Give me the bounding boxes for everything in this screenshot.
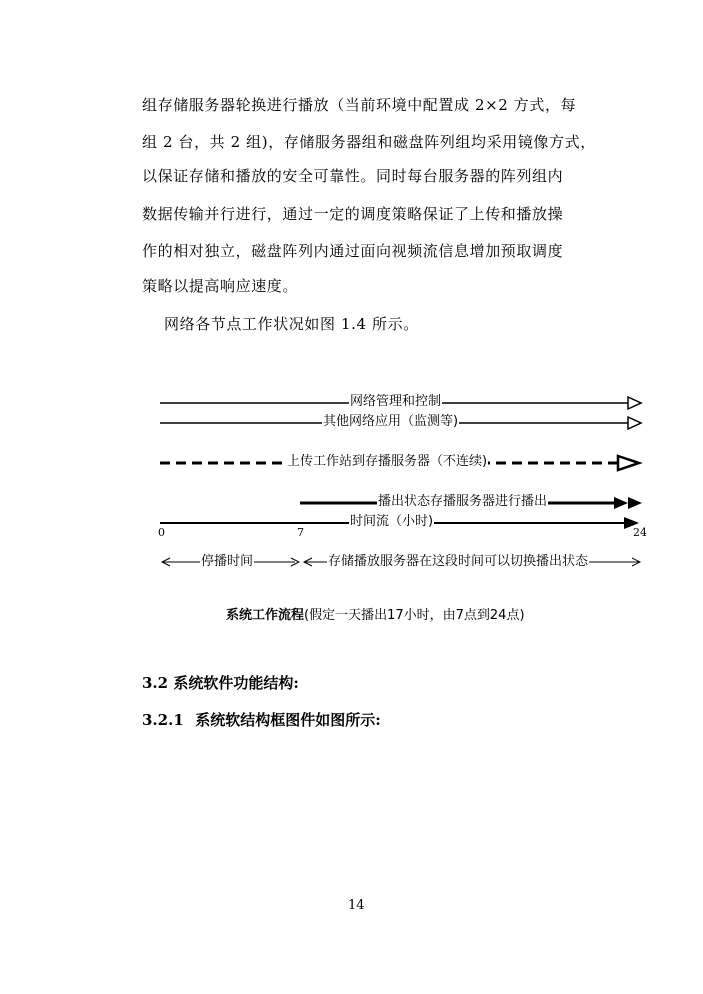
figure-caption — [226, 604, 525, 623]
label-upload: 上传工作站到存播服务器（不连续) — [287, 454, 488, 469]
work-status-diagram — [0, 380, 703, 590]
subsection-title: 系统软结构框图件如图所示: — [195, 711, 381, 729]
section-heading-3-2 — [142, 672, 299, 693]
paragraph-line-3: 以保证存储和播放的安全可靠性。同时每台服务器的阵列组内 — [142, 167, 564, 185]
label-off-air-time: 停播时间 — [201, 554, 254, 569]
tick-7: 7 — [297, 526, 304, 539]
section-number: 3.2 — [142, 674, 169, 692]
section-heading-3-2-1 — [142, 709, 381, 730]
caption-title: 系统工作流程 — [226, 608, 305, 623]
row-broadcast-arrow-2 — [628, 497, 642, 509]
paragraph-line-5: 作的相对独立，磁盘阵列内通过面向视频流信息增加预取调度 — [142, 242, 564, 260]
tick-24: 24 — [633, 526, 647, 539]
paragraph-line-4: 数据传输并行进行，通过一定的调度策略保证了上传和播放操 — [142, 205, 564, 223]
label-switch-period: 存储播放服务器在这段时间可以切换播出状态 — [328, 554, 589, 569]
row-upload-arrow — [618, 456, 639, 470]
label-network-management: 网络管理和控制 — [350, 394, 442, 409]
row-management-arrow — [628, 397, 641, 409]
paragraph-line-2: 组 2 台，共 2 组)，存储服务器组和磁盘阵列组均采用镜像方式， — [142, 133, 596, 151]
label-time-flow: 时间流（小时) — [350, 514, 434, 529]
label-broadcast: 播出状态存播服务器进行播出 — [378, 494, 548, 509]
section-title: 系统软件功能结构: — [173, 674, 299, 692]
label-other-network-apps: 其他网络应用（监测等) — [323, 414, 459, 429]
tick-0: 0 — [158, 526, 165, 539]
paragraph-line-1: 组存储服务器轮换进行播放（当前环境中配置成 2×2 方式，每 — [142, 96, 577, 114]
caption-note: (假定一天播出17小时，由7点到24点) — [304, 608, 525, 623]
paragraph-line-6: 策略以提高响应速度。 — [142, 277, 299, 295]
page-number: 14 — [348, 898, 365, 913]
figure-reference: 网络各节点工作状况如图 1.4 所示。 — [164, 315, 419, 333]
row-other-apps-arrow — [628, 417, 641, 429]
subsection-number: 3.2.1 — [142, 711, 184, 729]
row-broadcast-arrow-1 — [614, 497, 628, 509]
